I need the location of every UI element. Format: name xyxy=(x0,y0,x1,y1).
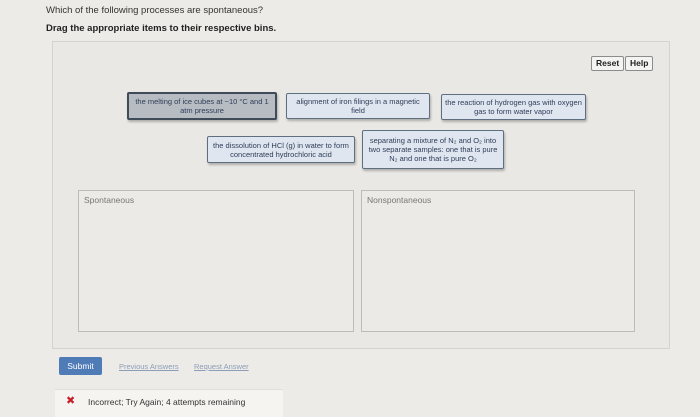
question-text: Which of the following processes are spontaneous? xyxy=(46,5,264,16)
bin-nonspontaneous[interactable] xyxy=(361,190,635,332)
bin-spontaneous[interactable] xyxy=(78,190,354,332)
help-button[interactable]: Help xyxy=(625,56,653,71)
feedback-text: Incorrect; Try Again; 4 attempts remaining xyxy=(88,397,246,407)
bin-nonspontaneous-label: Nonspontaneous xyxy=(367,195,432,205)
instruction-text: Drag the appropriate items to their respective bins. xyxy=(46,23,277,34)
drag-item-separating-n2-o2[interactable]: separating a mixture of N₂ and O₂ into two separate samples: one that is pure N₂ and one that is pure O₂ xyxy=(362,130,504,169)
incorrect-x-icon: ✖ xyxy=(66,395,76,407)
reset-button[interactable]: Reset xyxy=(591,56,624,71)
submit-button[interactable]: Submit xyxy=(59,357,102,375)
drag-item-iron-filings[interactable]: alignment of iron filings in a magnetic field xyxy=(286,93,430,119)
request-answer-link[interactable]: Request Answer xyxy=(194,362,249,371)
bin-spontaneous-label: Spontaneous xyxy=(84,195,135,205)
drag-item-hcl-dissolution[interactable]: the dissolution of HCl (g) in water to form concentrated hydrochloric acid xyxy=(207,136,355,163)
drag-item-hydrogen-oxygen-reaction[interactable]: the reaction of hydrogen gas with oxygen gas to form water vapor xyxy=(441,94,586,120)
drag-item-melting-ice[interactable]: the melting of ice cubes at −10 °C and 1 atm pressure xyxy=(127,92,277,120)
previous-answers-link[interactable]: Previous Answers xyxy=(119,362,179,371)
